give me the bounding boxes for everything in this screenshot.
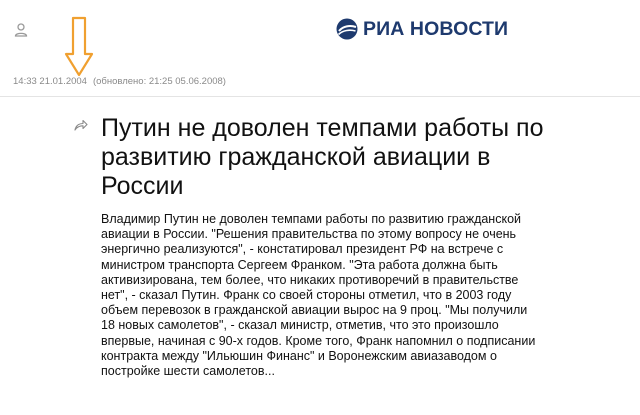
published-date: 14:33 21.01.2004: [13, 76, 87, 87]
divider: [0, 96, 640, 97]
logo-text: РИА НОВОСТИ: [363, 17, 509, 40]
article-body: Владимир Путин не доволен темпами работы по развитию гражданской авиации в России. "Решения правительства по этому вопросу не очень энергично реализуются", - констатировал президент РФ на встрече с министром транспорта Сергеем Франком. "Эта работа должна быть активизирована, тем более, что никаких противоречий в правительстве нет", - сказал Путин. Франк со своей стороны отметил, что в 2003 году объем перевозок в гражданской авиации вырос на 9 проц. "Мы получили 18 новых самолетов", - сказал министр, отметив, что это произошло впервые, начиная с 90-х годов. Кроме того, Франк напомнил о подписании контракта между "Ильюшин Финанс" и Воронежским авиазаводом о постройке шести самолетов...: [101, 212, 536, 379]
updated-date: (обновлено: 21:25 05.06.2008): [92, 76, 226, 87]
share-icon[interactable]: [74, 118, 88, 130]
ria-logo-icon: [336, 18, 358, 40]
arrow-down-icon: [64, 16, 94, 78]
ria-novosti-logo[interactable]: [336, 16, 508, 42]
user-icon[interactable]: [13, 22, 29, 38]
article-title: Путин не доволен темпами работы по развитию гражданской авиации в России: [101, 114, 544, 200]
article-dateline: [13, 76, 226, 87]
